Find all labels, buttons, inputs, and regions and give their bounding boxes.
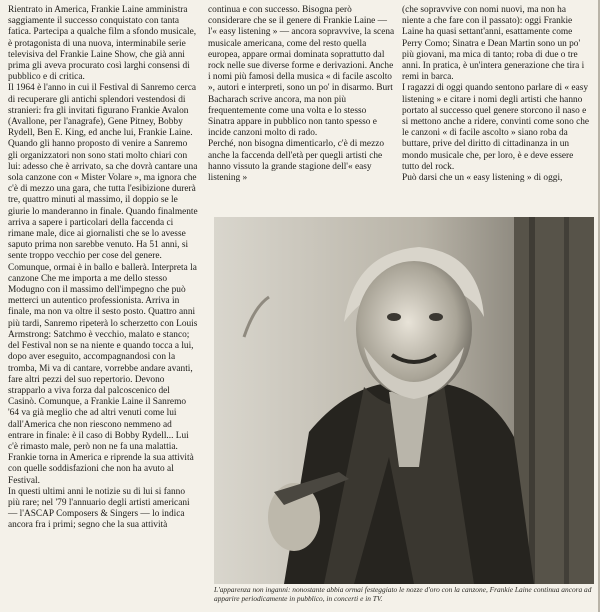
paragraph: continua e con successo. Bisogna però considerare che se il genere di Frankie Laine — l'« easy listening » — ancora sopravvive, la scena musicale americana, come del resto quella europea, appare ormai dominata soprattutto dal rock nelle sue diverse forme e derivazioni. Anche i nomi più famosi della musica « di facile ascolto », autori e interpreti, sono un po' in disarmo. Burt Bacharach scrive ancora, ma non più frequentemente come una volta e lo stesso Sinatra appare in pubblico non tanto spesso e incide canzoni molto di rado. xyxy=(208,5,395,139)
paragraph: I ragazzi di oggi quando sentono parlare di « easy listening » e citare i nomi degli artisti che hanno portato al successo quel genere storcono il naso e si mettono anche a ridere, convinti come sono che le canzoni « di facile ascolto » siano roba da buttare, prive del diritto di cittadinanza in un mondo musicale che, per loro, è e deve essere tutto del rock. xyxy=(402,83,590,172)
paragraph: Il 1964 è l'anno in cui il Festival di Sanremo cerca di recuperare gli antichi splendori vestendosi di stranieri: fra gli invitati figurano Frankie Avalon (Avallone, per l'anagrafe), Gene Pitney, Bobby Rydell, Ben E. King, ed anche lui, Frankie Laine. xyxy=(8,83,196,139)
article-column-1 xyxy=(8,5,198,532)
paragraph: Perché, non bisogna dimenticarlo, c'è di mezzo anche la faccenda dell'età per quegli artisti che hanno vissuto la grande stagione dell'« easy listening » xyxy=(208,139,385,184)
photo-caption xyxy=(214,585,594,603)
paragraph: Può darsi che un « easy listening » di oggi, xyxy=(402,173,563,184)
portrait-photo xyxy=(214,217,594,584)
caption-text: L'apparenza non inganni: nonostante abbia ormai festeggiato le nozze d'oro con la canzone, Frankie Laine continua ancora ad apparire periodicamente in pubblico, in concerti e in TV. xyxy=(214,585,592,603)
paragraph: Rientrato in America, Frankie Laine amministra saggiamente il successo conquistato con tanta fatica. Partecipa a qualche film a sfondo musicale, è protagonista di una nuova, interminabile serie televisiva del Frankie Laine Show, che già anni prima gli aveva procurato così larghi consensi di pubblico e di critica. xyxy=(8,5,197,83)
article-column-3 xyxy=(402,5,590,184)
paragraph: Frankie torna in America e riprende la sua attività con quelle soddisfazioni che non ha avuto al Festival. xyxy=(8,453,194,486)
paragraph: Quando gli hanno proposto di venire a Sanremo gli organizzatori non sono stati molto chiari con lui: adesso che è arrivato, sa che dovrà cantare una sola canzone con « Mister Volare », ma ignora che c'è di mezzo una gara, che tutta l'esibizione durerà tre, quattro minuti al massimo, il doppio se le giurie lo manderanno in finale. Quando finalmente arriva a sapere i particolari della faccenda ci rimane male, dice ai giornalisti che se lo avesse saputo prima non sarebbe venuto. Ha 51 anni, si sente troppo vecchio per cose del genere. Comunque, ormai è in ballo e ballerà. Interpreta la canzone Che me importa a me dello stesso Modugno con il massimo dell'impegno che può metterci un autentico professionista. Arriva in finale, ma non va oltre il sesto posto. Quattro anni più tardi, Sanremo ripeterà lo scherzetto con Louis Armstrong: Satchmo è vecchio, malato e stanco; del Festival non se na niente e quando tocca a lui, dopo aver eseguito, accompagnandosi con la tromba, Mi va di cantare, vorrebbe andare avanti, fare altri pezzi del suo repertorio. Devono strapparlo a viva forza dal palcoscenico del Casinò. Comunque, a Frankie Laine il Sanremo '64 va già meglio che ad altri venuti come lui dall'America che non riescono nemmeno ad entrare in finale: è il caso di Bobby Rydell... Lui c'è rimasto male, però non ne fa una malattia. xyxy=(8,139,198,452)
paragraph: (che sopravvive con nomi nuovi, ma non ha niente a che fare con il passato): oggi Frankie Laine ha quasi settant'anni, esattamente come Perry Como; Sinatra e Dean Martin sono un po' più giovani, ma mica di tanto; roba di due o tre anni. In pratica, è un'intera generazione che tira i remi in barca. xyxy=(402,5,585,83)
portrait-illustration xyxy=(214,217,594,584)
paragraph: In questi ultimi anni le notizie su di lui si fanno più rare; nel '79 l'annuario degli artisti americani — l'ASCAP Composers & Singers — lo indica ancora fra i primi; segno che la sua attività xyxy=(8,486,190,531)
article-column-2 xyxy=(208,5,395,184)
